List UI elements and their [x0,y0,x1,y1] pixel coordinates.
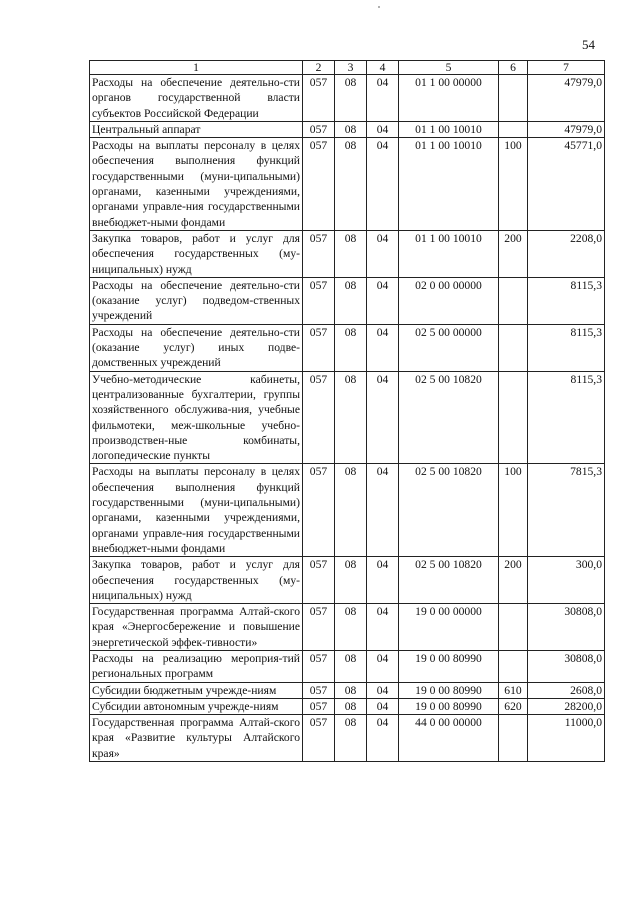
section-cell: 08 [335,324,367,371]
amount-cell: 2608,0 [528,682,605,698]
section-cell: 08 [335,698,367,714]
expense-type-cell [499,371,528,464]
table-row [90,464,605,557]
amount-cell: 47979,0 [528,75,605,122]
expense-type-cell [499,75,528,122]
subsection-cell: 04 [367,464,399,557]
amount-cell: 45771,0 [528,138,605,231]
target-article-cell: 01 1 00 10010 [399,121,499,137]
table-row [90,557,605,604]
code-cell: 057 [303,698,335,714]
column-header: 1 [90,61,303,75]
subsection-cell: 04 [367,650,399,682]
subsection-cell: 04 [367,682,399,698]
amount-cell: 2208,0 [528,230,605,277]
column-header: 2 [303,61,335,75]
expense-name-cell: Закупка товаров, работ и услуг для обеспечения государственных (му-ниципальных) нужд [90,557,303,604]
amount-cell: 11000,0 [528,715,605,762]
expense-name-cell: Расходы на выплаты персоналу в целях обеспечения выполнения функций государственными (муни-ципальными) органами, казенными учреждениями, органами управле-ния государственными внебюджет-ными фондами [90,464,303,557]
expense-name-cell: Расходы на обеспечение деятельно-сти органов государственной власти субъектов Российской Федерации [90,75,303,122]
section-cell: 08 [335,464,367,557]
amount-cell: 30808,0 [528,650,605,682]
table-row [90,230,605,277]
budget-table [89,60,605,762]
amount-cell: 300,0 [528,557,605,604]
code-cell: 057 [303,121,335,137]
table-row [90,75,605,122]
subsection-cell: 04 [367,557,399,604]
subsection-cell: 04 [367,698,399,714]
expense-type-cell [499,650,528,682]
table-row [90,604,605,651]
expense-name-cell: Расходы на выплаты персоналу в целях обеспечения выполнения функций государственными (муни-ципальными) органами, казенными учреждениями, органами управле-ния государственными внебюджет-ными фондами [90,138,303,231]
amount-cell: 8115,3 [528,324,605,371]
code-cell: 057 [303,371,335,464]
table-row [90,277,605,324]
section-cell: 08 [335,371,367,464]
subsection-cell: 04 [367,324,399,371]
subsection-cell: 04 [367,715,399,762]
expense-type-cell: 100 [499,138,528,231]
expense-type-cell [499,604,528,651]
section-cell: 08 [335,121,367,137]
expense-name-cell: Государственная программа Алтай-ского края «Развитие культуры Алтайского края» [90,715,303,762]
target-article-cell: 02 5 00 10820 [399,464,499,557]
scan-speck [378,6,380,8]
table-row [90,650,605,682]
subsection-cell: 04 [367,75,399,122]
expense-name-cell: Расходы на реализацию мероприя-тий региональных программ [90,650,303,682]
expense-type-cell [499,715,528,762]
table-body [90,75,605,762]
expense-type-cell [499,324,528,371]
column-header: 4 [367,61,399,75]
code-cell: 057 [303,75,335,122]
target-article-cell: 01 1 00 10010 [399,138,499,231]
code-cell: 057 [303,230,335,277]
section-cell: 08 [335,138,367,231]
code-cell: 057 [303,324,335,371]
subsection-cell: 04 [367,230,399,277]
code-cell: 057 [303,464,335,557]
column-header: 5 [399,61,499,75]
table-row [90,138,605,231]
section-cell: 08 [335,557,367,604]
expense-name-cell: Расходы на обеспечение деятельно-сти (оказание услуг) подведом-ственных учреждений [90,277,303,324]
code-cell: 057 [303,604,335,651]
section-cell: 08 [335,682,367,698]
target-article-cell: 02 0 00 00000 [399,277,499,324]
section-cell: 08 [335,715,367,762]
code-cell: 057 [303,715,335,762]
section-cell: 08 [335,277,367,324]
amount-cell: 8115,3 [528,277,605,324]
code-cell: 057 [303,650,335,682]
column-header: 3 [335,61,367,75]
subsection-cell: 04 [367,138,399,231]
target-article-cell: 02 5 00 00000 [399,324,499,371]
amount-cell: 30808,0 [528,604,605,651]
table-row [90,698,605,714]
table-row [90,121,605,137]
section-cell: 08 [335,650,367,682]
expense-name-cell: Субсидии автономным учрежде-ниям [90,698,303,714]
target-article-cell: 19 0 00 00000 [399,604,499,651]
subsection-cell: 04 [367,277,399,324]
column-header: 7 [528,61,605,75]
amount-cell: 28200,0 [528,698,605,714]
table-row [90,715,605,762]
page-number: 54 [582,37,595,52]
expense-type-cell: 620 [499,698,528,714]
amount-cell: 7815,3 [528,464,605,557]
table-row [90,324,605,371]
target-article-cell: 19 0 00 80990 [399,682,499,698]
expense-type-cell: 200 [499,230,528,277]
expense-type-cell [499,277,528,324]
expense-type-cell: 100 [499,464,528,557]
target-article-cell: 19 0 00 80990 [399,650,499,682]
expense-name-cell: Закупка товаров, работ и услуг для обеспечения государственных (му-ниципальных) нужд [90,230,303,277]
subsection-cell: 04 [367,121,399,137]
expense-type-cell [499,121,528,137]
target-article-cell: 44 0 00 00000 [399,715,499,762]
subsection-cell: 04 [367,371,399,464]
expense-type-cell: 200 [499,557,528,604]
column-header: 6 [499,61,528,75]
table-row [90,682,605,698]
section-cell: 08 [335,230,367,277]
expense-name-cell: Субсидии бюджетным учрежде-ниям [90,682,303,698]
target-article-cell: 19 0 00 80990 [399,698,499,714]
expense-name-cell: Учебно-методические кабинеты, централизованные бухгалтерии, группы хозяйственного обслужива-ния, учебные фильмотеки, меж-школьные учебно-производствен-ные комбинаты, логопедические пункты [90,371,303,464]
code-cell: 057 [303,557,335,604]
amount-cell: 8115,3 [528,371,605,464]
header-row [90,61,605,75]
subsection-cell: 04 [367,604,399,651]
expense-name-cell: Центральный аппарат [90,121,303,137]
code-cell: 057 [303,277,335,324]
code-cell: 057 [303,138,335,231]
amount-cell: 47979,0 [528,121,605,137]
target-article-cell: 01 1 00 10010 [399,230,499,277]
table-row [90,371,605,464]
target-article-cell: 02 5 00 10820 [399,371,499,464]
section-cell: 08 [335,75,367,122]
code-cell: 057 [303,682,335,698]
expense-name-cell: Государственная программа Алтай-ского края «Энергосбережение и повышение энергетической эффек-тивности» [90,604,303,651]
expense-type-cell: 610 [499,682,528,698]
target-article-cell: 01 1 00 00000 [399,75,499,122]
section-cell: 08 [335,604,367,651]
target-article-cell: 02 5 00 10820 [399,557,499,604]
expense-name-cell: Расходы на обеспечение деятельно-сти (оказание услуг) иных подве-домственных учреждений [90,324,303,371]
